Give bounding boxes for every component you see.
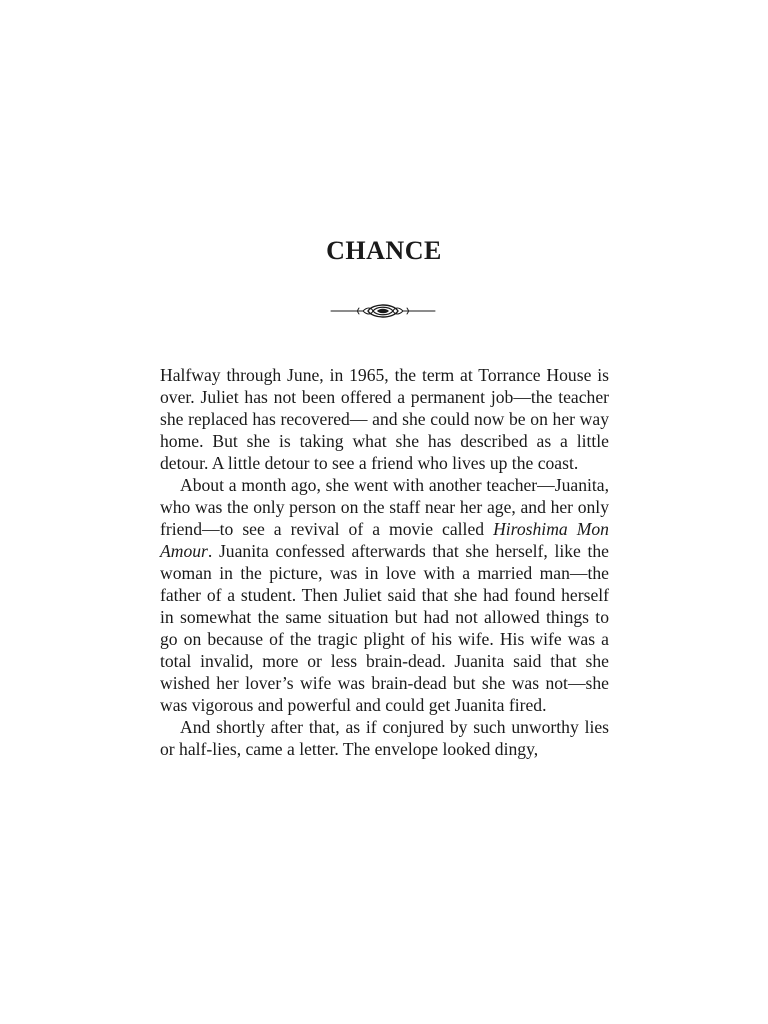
paragraph-2 <box>160 474 609 716</box>
paragraph-1: Halfway through June, in 1965, the term at Torrance House is over. Juliet has not been offered a permanent job—the teacher she replaced has recovered— and she could now be on her way home. But she is taking what she has described as a little detour. A little detour to see a friend who lives up the coast. <box>160 365 609 473</box>
movie-title: Hiroshima Mon Amour <box>160 519 609 561</box>
paragraph-3: And shortly after that, as if conjured by such unworthy lies or half-lies, came a letter. The envelope looked dingy, <box>160 717 609 759</box>
body-text <box>160 364 609 760</box>
flourish-divider-icon <box>329 301 437 321</box>
chapter-title: CHANCE <box>326 236 442 265</box>
paragraph-2-part-2: . Juanita confessed afterwards that she herself, like the woman in the picture, was in love with a married man—the father of a student. Then Juliet said that she had found herself in somewhat the same situation but had not allowed things to go on because of the tragic plight of his wife. His wife was a total invalid, more or less brain-dead. Juanita said that she wished her lover’s wife was brain-dead but she was not—she was vigorous and powerful and could get Juanita fired. <box>160 541 609 715</box>
paragraph-2-part-1: About a month ago, she went with another teacher—Juanita, who was the only person on the staff near her age, and her only friend—to see a revival of a movie called <box>160 475 609 539</box>
